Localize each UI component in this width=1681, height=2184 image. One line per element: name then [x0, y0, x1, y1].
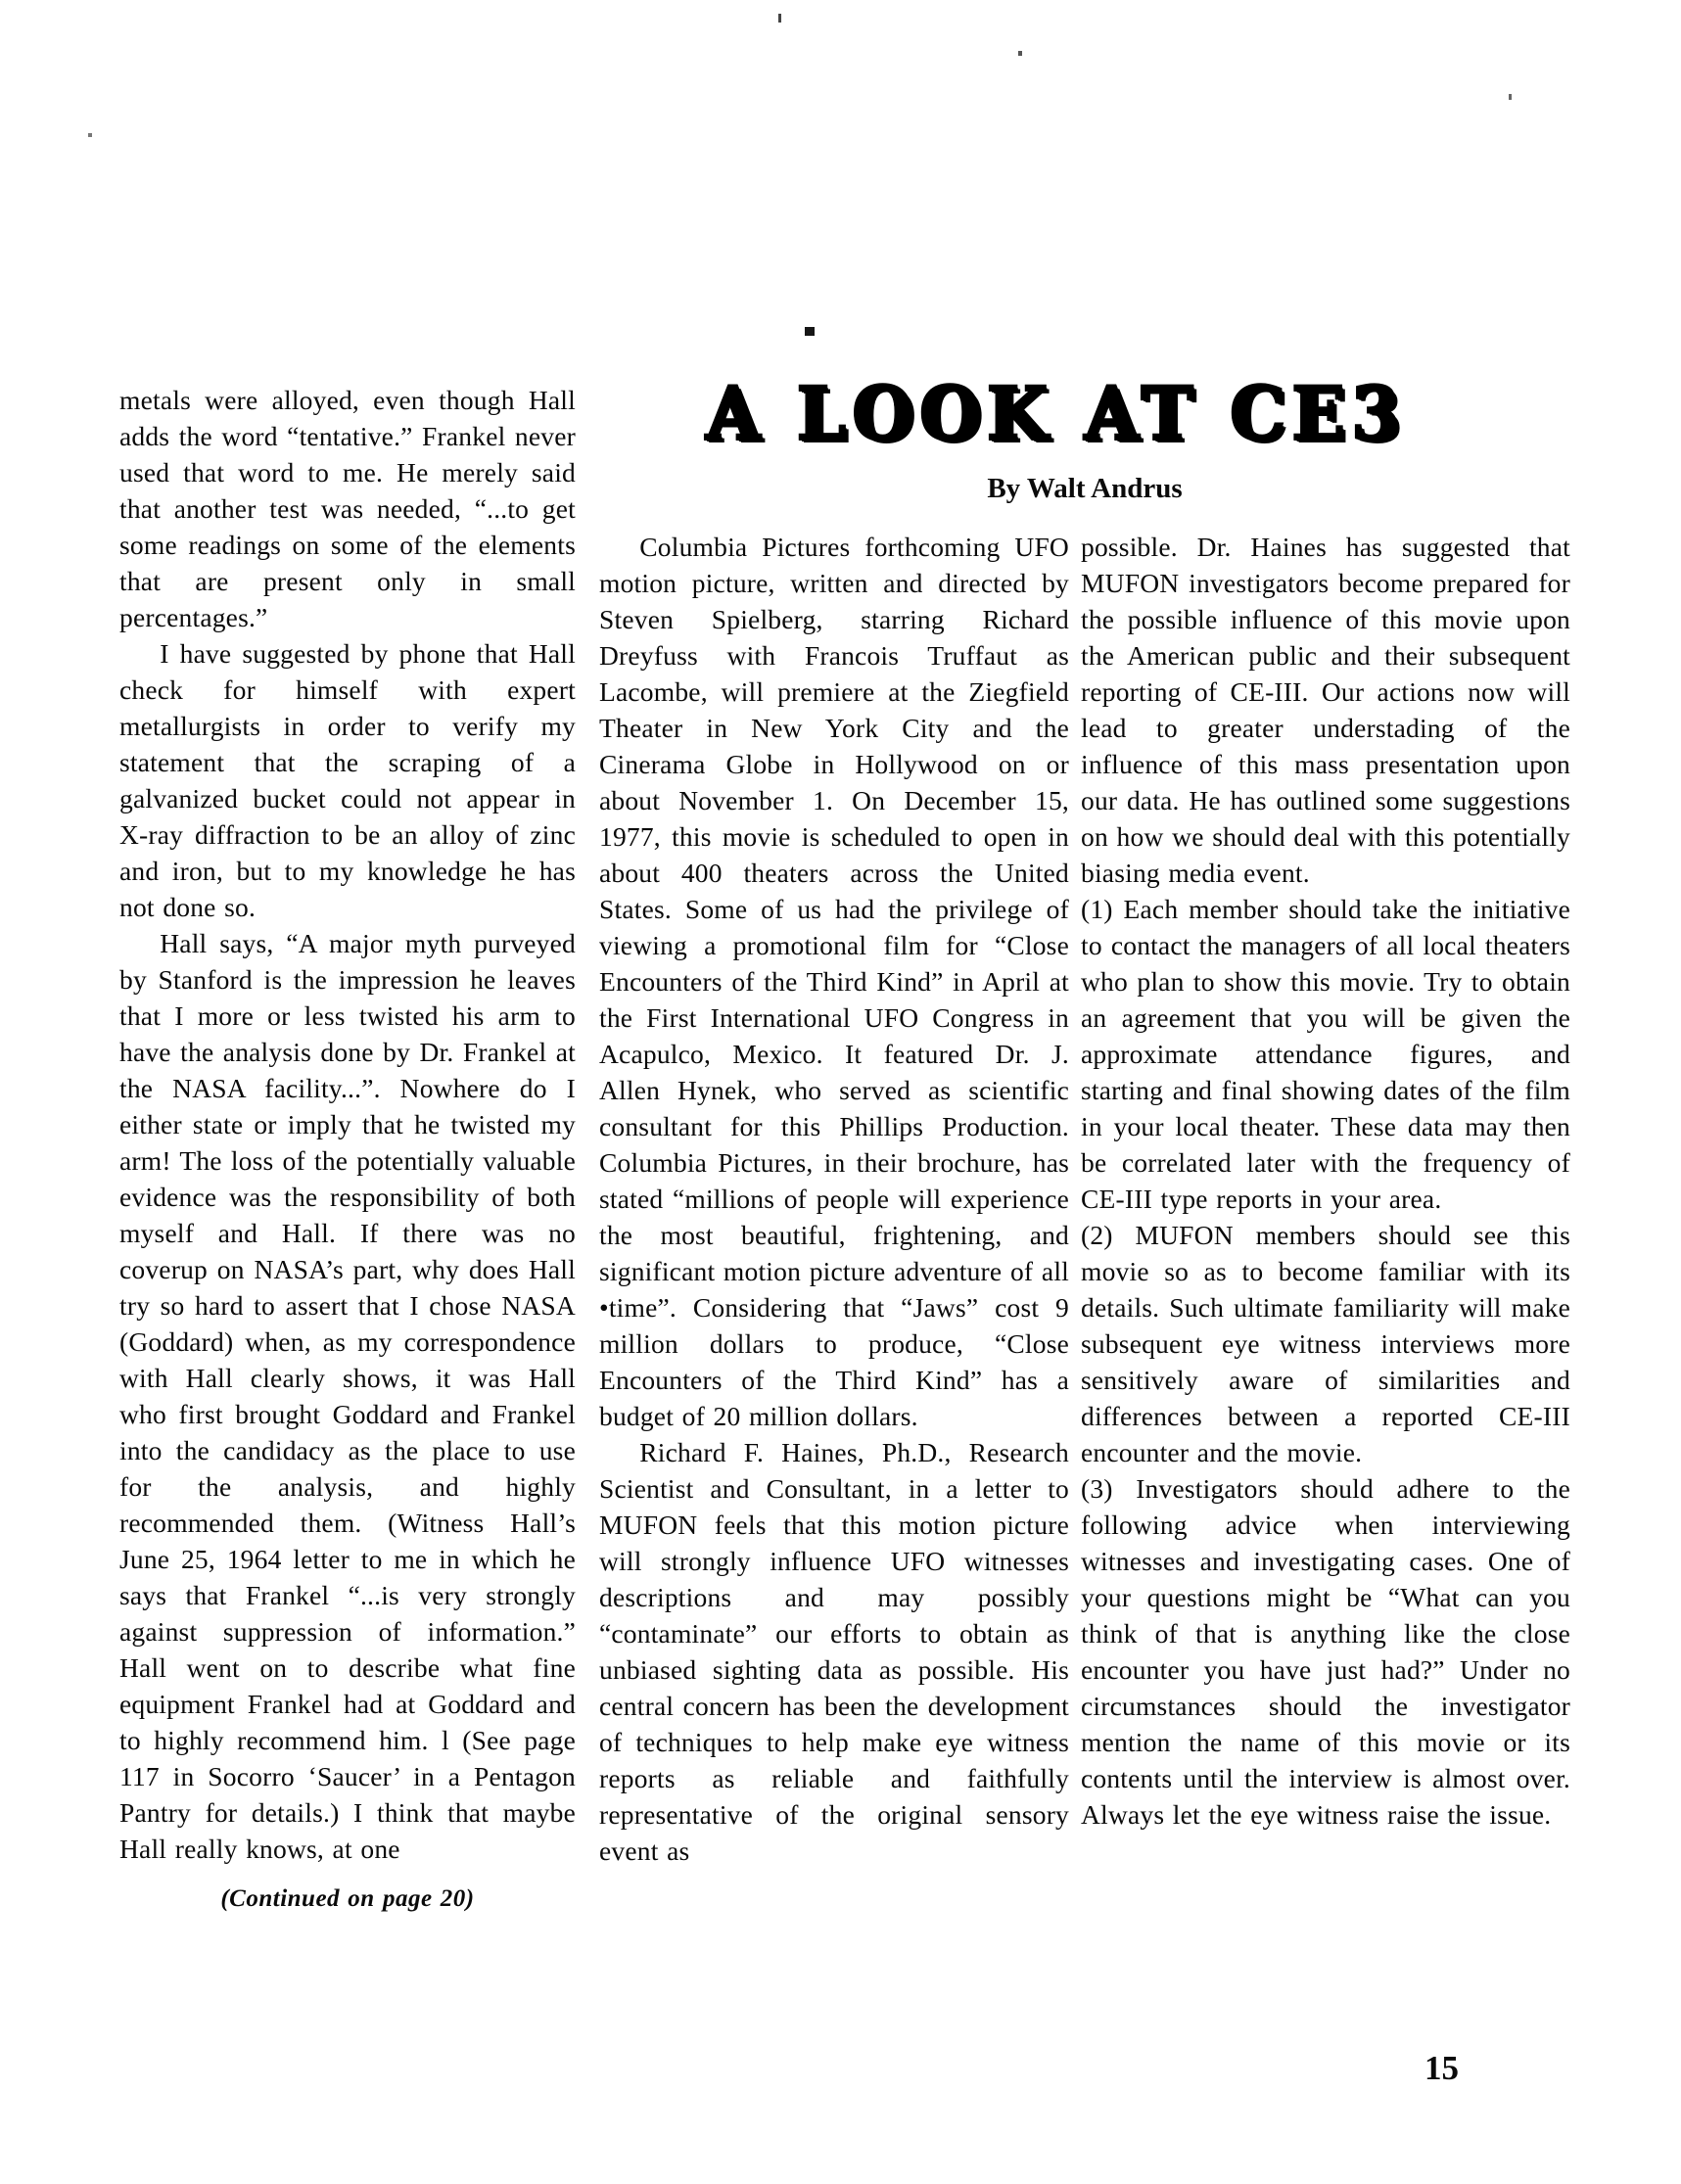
- byline: By Walt Andrus: [987, 473, 1183, 504]
- paragraph: (3) Investigators should adhere to the following advice when interviewing witnesses and investigating cases. One of your questions might be “What can you think of that is anything like the close encounter you have just had?” Under no circumstances should the investigator mention the name of this movie or its contents until the interview is almost over. Always let the eye witness raise the issue.: [1081, 1473, 1570, 1830]
- middle-column: [599, 529, 1069, 1869]
- continued-note: (Continued on page 20): [220, 1885, 475, 1912]
- left-column: [119, 382, 576, 1917]
- article-title: A LOOK AT CE3: [705, 370, 1407, 457]
- paragraph: I have suggested by phone that Hall check for himself with expert metallurgists in order to verify my statement that the scraping of a galvanized bucket could not appear in X-ray diffraction to be an alloy of zinc and iron, but to my knowledge he has not done so.: [119, 638, 576, 922]
- paragraph: Hall says, “A major myth purveyed by Stanford is the impression he leaves that I more or less twisted his arm to have the analysis done by Dr. Frankel at the NASA facility...”. Nowhere do I either state or imply that he twisted my arm! The loss of the potentially valuable evidence was the responsibility of both myself and Hall. If there was no coverup on NASA’s part, why does Hall try so hard to assert that I chose NASA (Goddard) when, as my correspondence with Hall clearly shows, it was Hall who first brought Goddard and Frankel into the candidacy as the place to use for the analysis, and highly recommended them. (Witness Hall’s June 25, 1964 letter to me in which he says that Frankel “...is very strongly against suppression of information.” Hall went on to describe what fine equipment Frankel had at Goddard and to highly recommend him. l (See page 117 in Socorro ‘Saucer’ in a Pentagon Pantry for details.) I think that maybe Hall really knows, at one: [119, 928, 576, 1864]
- paragraph: metals were alloyed, even though Hall adds the word “tentative.” Frankel never used that word to me. He merely said that another test was needed, “...to get some readings on some of the elements that are present only in small percentages.”: [119, 385, 576, 632]
- right-column: [1081, 529, 1570, 1833]
- paragraph: (2) MUFON members should see this movie so as to become familiar with its details. Such ultimate familiarity will make subsequent eye witness interviews more sensitively aware of similarities and differences between a reported CE-III encounter and the movie.: [1081, 1220, 1570, 1467]
- paragraph: Columbia Pictures forthcoming UFO motion picture, written and directed by Steven Spielberg, starring Richard Dreyfuss with Francois Truffaut as Lacombe, will premiere at the Ziegfield Theater in New York City and the Cinerama Globe in Hollywood on or about November 1. On December 15, 1977, this movie is scheduled to open in about 400 theaters across the United States. Some of us had the privilege of viewing a promotional film for “Close Encounters of the Third Kind” in April at the First International UFO Congress in Acapulco, Mexico. It featured Dr. J. Allen Hynek, who served as scientific consultant for this Phillips Production. Columbia Pictures, in their brochure, has stated “millions of people will experience the most beautiful, frightening, and significant motion picture adventure of all •time”. Considering that “Jaws” cost 9 million dollars to produce, “Close Encounters of the Third Kind” has a budget of 20 million dollars.: [599, 532, 1069, 1431]
- paragraph: (1) Each member should take the initiative to contact the managers of all local theaters who plan to show this movie. Try to obtain an agreement that you will be given the approximate attendance figures, and starting and final showing dates of the film in your local theater. These data may then be correlated later with the frequency of CE-III type reports in your area.: [1081, 894, 1570, 1214]
- page-number: 15: [1424, 2049, 1459, 2087]
- scan-speck: [778, 14, 781, 23]
- left-column-paragraphs: [119, 382, 576, 1867]
- scan-speck: [1018, 51, 1022, 56]
- scan-speck: [805, 327, 815, 336]
- paragraph: Richard F. Haines, Ph.D., Research Scientist and Consultant, in a letter to MUFON feels that this motion picture will strongly influence UFO witnesses descriptions and may possibly “contaminate” our efforts to obtain as unbiased sighting data as possible. His central concern has been the development of techniques to help make eye witness reports as reliable and faithfully representative of the original sensory event as: [599, 1437, 1069, 1866]
- scan-speck: [88, 133, 92, 137]
- scan-speck: [1509, 94, 1512, 100]
- paragraph: possible. Dr. Haines has suggested that MUFON investigators become prepared for the possible influence of this movie upon the American public and their subsequent reporting of CE-III. Our actions now will lead to greater understading of the influence of this mass presentation upon our data. He has outlined some suggestions on how we should deal with this potentially biasing media event.: [1081, 532, 1570, 888]
